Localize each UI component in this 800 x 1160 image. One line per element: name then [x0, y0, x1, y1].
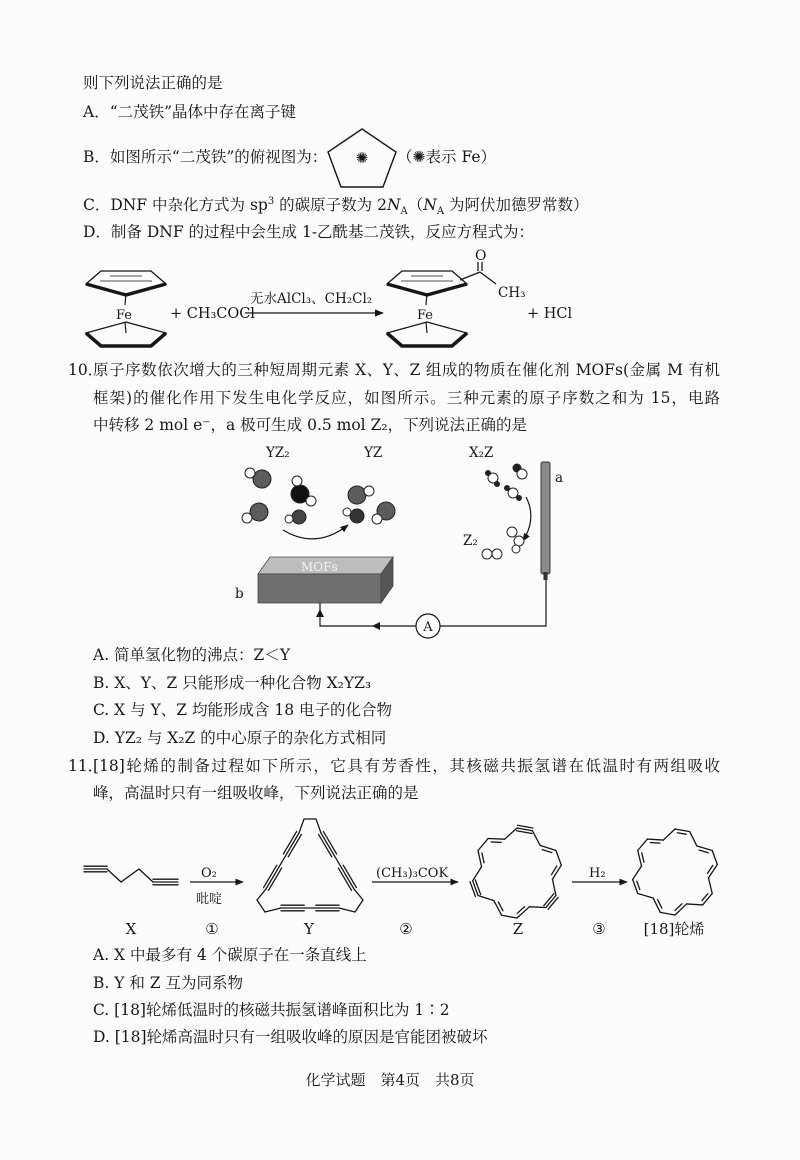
note-open: （ [397, 148, 413, 166]
bond-line [319, 834, 332, 856]
bond-line [638, 851, 642, 867]
q9-option-c [83, 195, 589, 218]
label-x2z: X₂Z [469, 445, 494, 461]
electrochem-figure [235, 445, 563, 638]
q10-stem-line: 中转移 2 mol e⁻，a 极可生成 0.5 mol Z₂，下列说法正确的是 [93, 416, 528, 434]
bond-line [478, 839, 488, 851]
label-x: X [125, 920, 137, 938]
bond-line [647, 839, 663, 840]
c-sup: 3 [267, 195, 275, 207]
bond-line [299, 819, 304, 833]
q11-number: 11． [68, 757, 104, 775]
bond-line [637, 881, 640, 889]
yz2-molecules [242, 468, 316, 524]
label-z: Z [512, 920, 524, 938]
bond-line [339, 908, 355, 912]
conversion-arrow-left [283, 525, 348, 539]
bond-line [708, 878, 712, 894]
bond-line [638, 839, 648, 850]
bond-line [470, 882, 475, 897]
fe-star-icon: ✺ [355, 149, 369, 167]
bond-line [502, 915, 517, 918]
c-part2: 的碳原子数为 2 [274, 196, 387, 214]
bond-line [473, 867, 482, 881]
methyl-label: CH₃ [498, 285, 526, 301]
byproduct-hcl: + HCl [527, 306, 573, 322]
c-part1: C．DNF 中杂化方式为 sp [83, 196, 268, 214]
bond-line [552, 865, 561, 879]
bond-line [542, 850, 551, 853]
electrode-a-tip [544, 572, 548, 580]
bond-line [712, 851, 717, 865]
molecule-x [84, 866, 178, 885]
bond-line [552, 879, 556, 895]
yz-molecules [343, 486, 395, 524]
page-footer: 化学试题 第4页 共8页 [305, 1071, 475, 1089]
bond-line [257, 889, 266, 900]
fe-label-product: Fe [417, 308, 434, 323]
bond-line [323, 832, 336, 854]
bond-line [494, 901, 502, 916]
carbonyl-oxygen-label: O [475, 248, 487, 264]
ammeter-label: A [423, 620, 433, 635]
step1-solvent: 吡啶 [196, 892, 223, 907]
electron-flow-arrow-up [316, 609, 324, 617]
bond-line [653, 898, 660, 912]
electrode-a [541, 462, 550, 574]
q9-intro: 则下列说法正确的是 [83, 74, 223, 92]
z2-molecules [482, 527, 524, 559]
q10-stem-line: 原子序数依次增大的三种短周期元素 X、Y、Z 组成的物质在催化剂 MOFs(金属 M 有机 [93, 361, 720, 379]
molecule-18-annulene [633, 829, 718, 915]
reagent-acetyl-chloride: + CH₃COCl [170, 306, 256, 322]
step1-reagent: O₂ [201, 866, 217, 881]
bond-line [343, 865, 356, 887]
step3-number: ③ [592, 920, 606, 938]
q10-stem-line: 框架)的催化作用下发生电化学反应，如图所示。三种元素的原子序数之和为 15，电路 [93, 389, 720, 407]
q9-option-d: D．制备 DNF 的过程中会生成 1-乙酰基二茂铁，反应方程式为： [83, 223, 535, 241]
bond-line [266, 867, 279, 889]
avogadro-sub: A [436, 206, 445, 218]
conversion-arrow-right [523, 497, 531, 541]
step2-reagent: (CH₃)₃COK [376, 866, 449, 881]
bond-line [638, 894, 653, 899]
bond-line [663, 829, 675, 840]
bond-line [660, 912, 675, 915]
bond-line [703, 894, 713, 905]
reaction-conditions: 无水AlCl₃、CH₂Cl₂ [250, 291, 373, 307]
bond-line [482, 853, 484, 863]
bond-line [341, 867, 354, 889]
mofs-label: MOFs [301, 560, 338, 574]
bond-line [121, 869, 139, 882]
label-z2: Z₂ [463, 533, 478, 549]
bond-line [473, 881, 478, 896]
q10-option-b: B. X、Y、Z 只能形成一种化合物 X₂YZ₃ [93, 674, 372, 692]
bond-line [556, 851, 561, 866]
step2-number: ② [399, 920, 413, 938]
q11-option-b: B. Y 和 Z 互为同系物 [93, 974, 244, 992]
step1-number: ① [205, 920, 219, 938]
electrode-b-label: b [235, 586, 244, 602]
q11-option-a: A. X 中最多有 4 个碳原子在一条直线上 [93, 946, 367, 964]
label-18-annulene: [18]轮烯 [643, 920, 705, 938]
bond-line [687, 904, 703, 905]
fe-star-icon: ✺ [412, 148, 426, 166]
bond-line [354, 889, 363, 900]
q9-option-a: A．“二茂铁”晶体中存在离子键 [83, 103, 297, 121]
bond-line [517, 825, 532, 828]
electron-flow-arrow-left [372, 622, 380, 630]
bond-line [708, 865, 717, 878]
label-yz2: YZ₂ [266, 445, 290, 461]
x2z-molecules [486, 464, 528, 501]
q11-stem-line: 峰，高温时只有一组吸收峰，下列说法正确的是 [93, 784, 419, 802]
bond-line [283, 832, 296, 854]
bond-line [633, 866, 642, 879]
c-part3: （ [407, 196, 424, 214]
bond-line [257, 900, 265, 912]
bond-line [650, 843, 660, 844]
bond-line [288, 834, 301, 856]
bond-line [279, 855, 286, 866]
bond-line [699, 850, 708, 853]
note-text: 表示 Fe） [425, 148, 497, 166]
bond-line [286, 833, 299, 855]
bond-line [338, 868, 351, 890]
bond-line [690, 832, 697, 846]
ferrocene-top-view [328, 129, 396, 187]
label-yz: YZ [364, 445, 383, 461]
q9-option-b: B．如图所示“二茂铁”的俯视图为： [83, 148, 328, 166]
bond-line [675, 829, 690, 832]
q10-option-a: A. 简单氢化物的沸点：Z＜Y [93, 646, 291, 664]
molecule-y [257, 819, 363, 912]
bond-line [642, 853, 644, 862]
bond-line [532, 831, 540, 846]
bond-line [264, 865, 277, 887]
label-y: Y [304, 920, 314, 938]
bond-line [677, 833, 686, 835]
bond-line [268, 868, 281, 890]
q11-option-c: C. [18]轮烯低温时的核磁共振氢谱峰面积比为 1∶2 [93, 1001, 450, 1019]
q10-number: 10． [68, 361, 104, 379]
electrode-a-label: a [555, 470, 564, 486]
avogadro-symbol: N [386, 196, 401, 214]
bond-line [355, 900, 363, 912]
acetylferrocene-product [387, 262, 496, 346]
q9-option-b-note [397, 147, 496, 167]
bond-line [316, 819, 321, 833]
bond-line [529, 907, 546, 908]
bond-line [488, 839, 505, 840]
fe-label-reactant: Fe [116, 308, 133, 323]
q10-option-c: C. X 与 Y、Z 均能形成含 18 电子的化合物 [93, 701, 393, 719]
q11-stem-line: [18]轮烯的制备过程如下所示，它具有芳香性，其核磁共振氢谱在低温时有两组吸收 [93, 757, 720, 775]
q10-option-d: D. YZ₂ 与 X₂Z 的中心原子的杂化方式相同 [93, 729, 387, 747]
step3-reagent: H₂ [589, 866, 606, 881]
bond-line [478, 851, 482, 867]
bond-line [321, 833, 334, 855]
bond-line [139, 869, 153, 882]
bond-line [475, 880, 480, 895]
bond-line [517, 831, 532, 834]
bond-line [334, 855, 341, 866]
q11-option-d: D. [18]轮烯高温时只有一组吸收峰的原因是官能团被破坏 [93, 1028, 488, 1046]
bond-line [517, 828, 532, 831]
bond-line [107, 869, 121, 882]
molecule-z [470, 825, 561, 918]
bond-line [478, 896, 494, 901]
avogadro-symbol: N [423, 196, 437, 214]
bond-line [265, 908, 281, 912]
avogadro-sub: A [400, 206, 408, 218]
bond-line [505, 828, 517, 839]
c-part4: 为阿伏加德罗常数） [444, 196, 589, 214]
